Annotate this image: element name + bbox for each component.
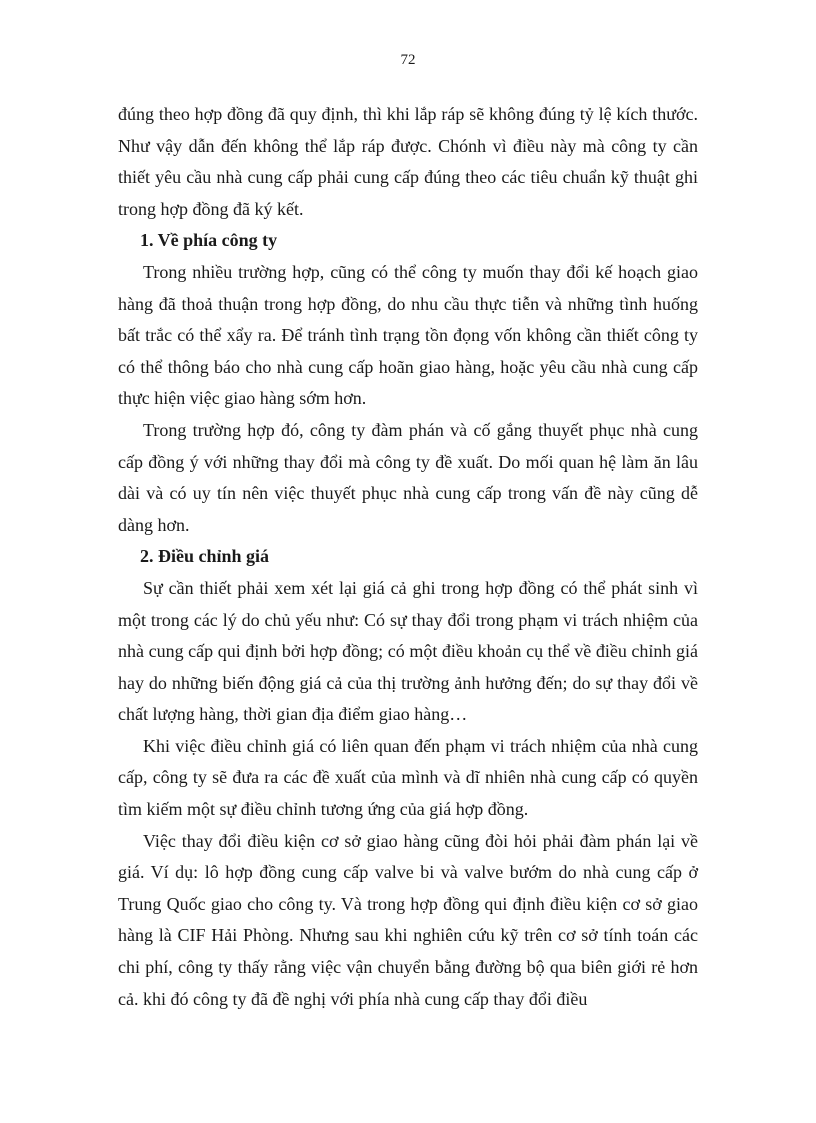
- paragraph-negotiation: Trong trường hợp đó, công ty đàm phán và cố gắng thuyết phục nhà cung cấp đồng ý với những thay đổi mà công ty đề xuất. Do mối quan hệ làm ăn lâu dài và có uy tín nên việc thuyết phục nhà cung cấp trong vấn đề này cũng dễ dàng hơn.: [118, 419, 698, 535]
- paragraph-price-adjustment: Khi việc điều chỉnh giá có liên quan đến phạm vi trách nhiệm của nhà cung cấp, công ty sẽ đưa ra các đề xuất của mình và dĩ nhiên nhà cung cấp có quyền tìm kiếm một sự điều chỉnh tương ứng của giá hợp đồng.: [118, 735, 698, 820]
- page-number: 72: [400, 52, 416, 68]
- paragraph-continuation: đúng theo hợp đồng đã quy định, thì khi lắp ráp sẽ không đúng tỷ lệ kích thước. Như vậy dẫn đến không thể lắp ráp được. Chónh vì điều này mà công ty cần thiết yêu cầu nhà cung cấp phải cung cấp đúng theo các tiêu chuẩn kỹ thuật ghi trong hợp đồng đã ký kết.: [118, 104, 698, 219]
- paragraph-price-review-reasons: Sự cần thiết phải xem xét lại giá cả ghi trong hợp đồng có thể phát sinh vì một trong các lý do chủ yếu như: Có sự thay đổi trong phạm vi trách nhiệm của nhà cung cấp qui định bởi hợp đồng; có một điều khoản cụ thể về điều chỉnh giá hay do những biến động giá cả của thị trường ảnh hưởng đến; do sự thay đổi về chất lượng hàng, thời gian địa điểm giao hàng…: [118, 577, 698, 725]
- section-heading-ve-phia-cong-ty: 1. Về phía công ty: [140, 230, 278, 251]
- paragraph-schedule-change: Trong nhiều trường hợp, cũng có thể công ty muốn thay đổi kế hoạch giao hàng đã thoả thuận trong hợp đồng, do nhu cầu thực tiễn và những tình huống bất trắc có thể xẩy ra. Để tránh tình trạng tồn đọng vốn không cần thiết công ty có thể thông báo cho nhà cung cấp hoãn giao hàng, hoặc yêu cầu nhà cung cấp thực hiện việc giao hàng sớm hơn.: [118, 261, 698, 409]
- section-heading-dieu-chinh-gia: 2. Điều chỉnh giá: [140, 546, 270, 567]
- document-body: [118, 99, 698, 1015]
- paragraph-delivery-terms-example: Việc thay đổi điều kiện cơ sở giao hàng cũng đòi hỏi phải đàm phán lại về giá. Ví dụ: lô hợp đồng cung cấp valve bi và valve bướm do nhà cung cấp ở Trung Quốc giao cho công ty. Và trong hợp đồng qui định điều kiện cơ sở giao hàng là CIF Hải Phòng. Nhưng sau khi nghiên cứu kỹ trên cơ sở tính toán các chi phí, công ty thấy rằng việc vận chuyển bằng đường bộ qua biên giới rẻ hơn cả. khi đó công ty đã đề nghị với phía nhà cung cấp thay đổi điều: [118, 830, 698, 1009]
